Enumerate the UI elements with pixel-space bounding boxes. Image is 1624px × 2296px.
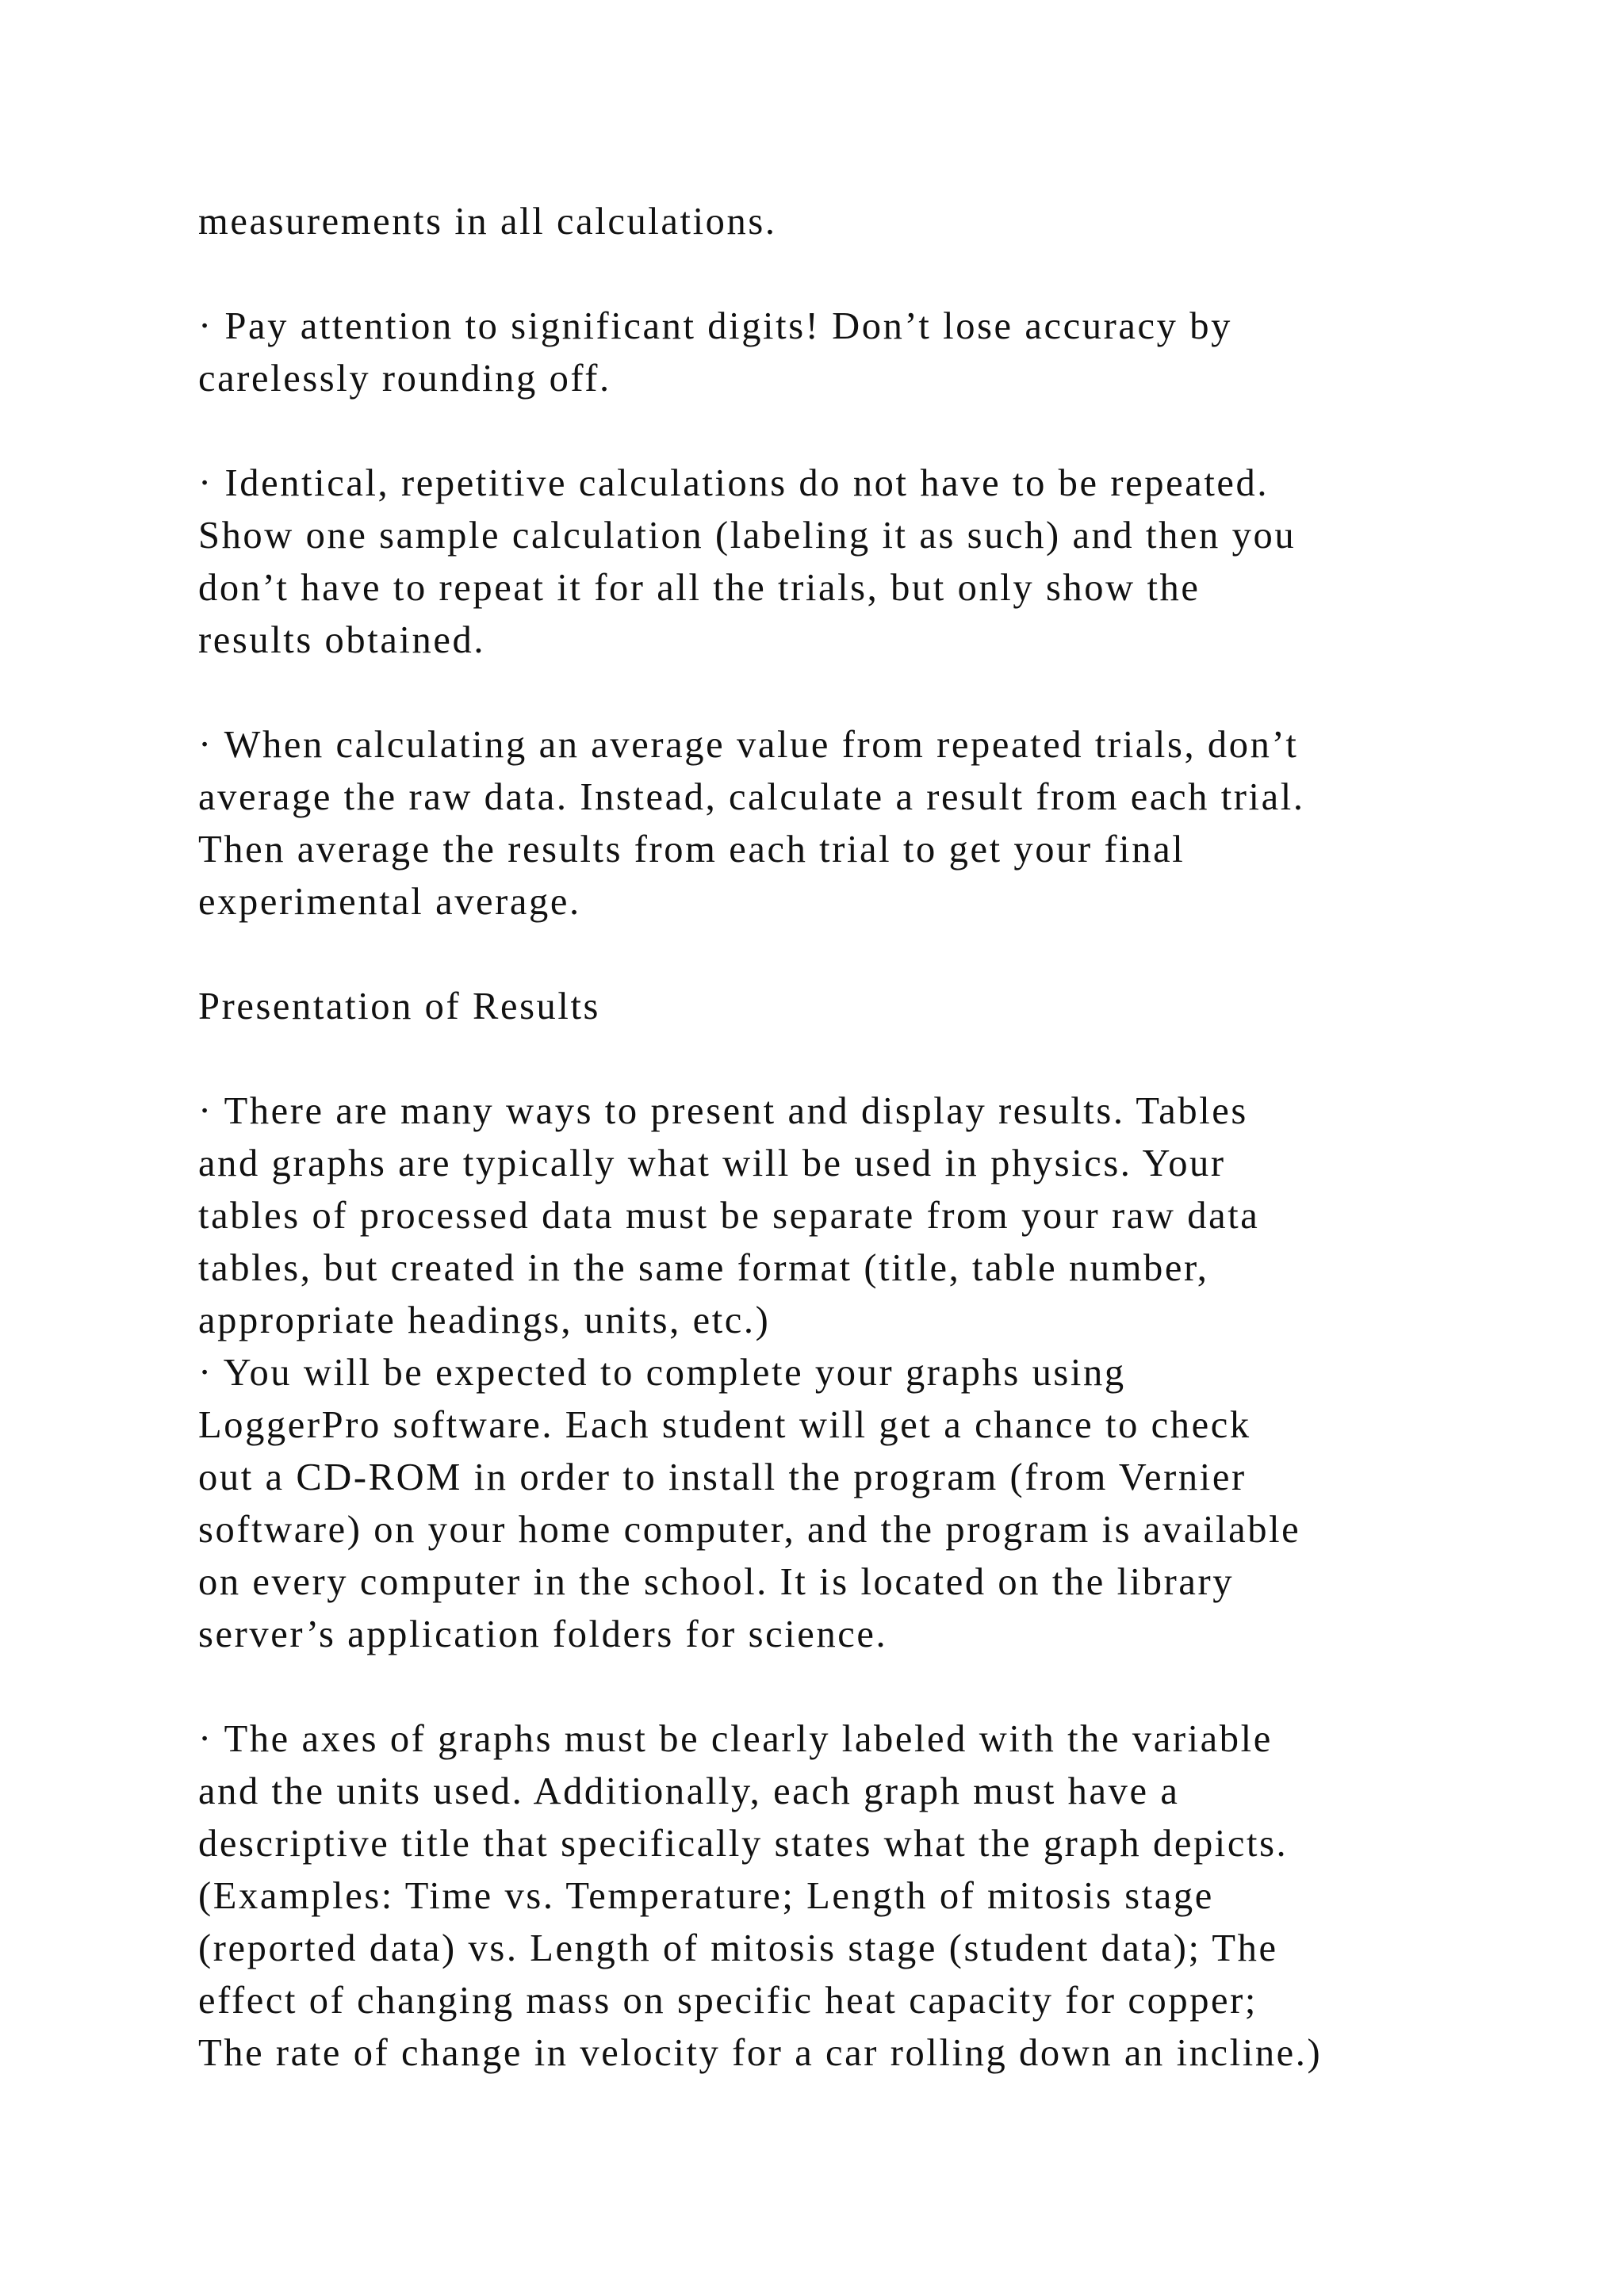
text-line: tables of processed data must be separate from your raw data	[198, 1195, 1260, 1237]
text-line: The rate of change in velocity for a car rolling down an incline.)	[198, 2032, 1323, 2074]
document-body	[198, 196, 1546, 2080]
text-line: (Examples: Time vs. Temperature; Length of mitosis stage	[198, 1875, 1214, 1917]
text-line: measurements in all calculations.	[198, 201, 777, 243]
text-line: don’t have to repeat it for all the trials, but only show the	[198, 567, 1201, 609]
text-line: and the units used. Additionally, each graph must have a	[198, 1770, 1180, 1812]
text-line: software) on your home computer, and the program is available	[198, 1509, 1301, 1551]
section-heading: Presentation of Results	[198, 985, 601, 1027]
paragraph-gap	[198, 667, 1546, 719]
text-line: results obtained.	[198, 619, 486, 661]
text-line: server’s application folders for science.	[198, 1613, 888, 1655]
text-line: and graphs are typically what will be used in physics. Your	[198, 1142, 1226, 1184]
text-line: out a CD-ROM in order to install the program (from Vernier	[198, 1456, 1247, 1498]
text-line: tables, but created in the same format (title, table number,	[198, 1247, 1209, 1289]
text-line: descriptive title that specifically states what the graph depicts.	[198, 1823, 1289, 1865]
text-line: average the raw data. Instead, calculate a result from each trial.	[198, 776, 1305, 818]
text-line: Show one sample calculation (labeling it as such) and then you	[198, 515, 1297, 557]
paragraph-gap	[198, 248, 1546, 300]
text-line: appropriate headings, units, etc.)	[198, 1299, 771, 1341]
text-line: · When calculating an average value from repeated trials, don’t	[198, 724, 1299, 766]
text-line: (reported data) vs. Length of mitosis stage (student data); The	[198, 1927, 1278, 1969]
text-line: · The axes of graphs must be clearly labeled with the variable	[198, 1718, 1273, 1760]
paragraph-gap	[198, 1033, 1546, 1085]
text-line: Then average the results from each trial to get your final	[198, 828, 1185, 871]
paragraph-gap	[198, 928, 1546, 981]
paragraph-gap	[198, 1661, 1546, 1713]
text-line: on every computer in the school. It is located on the library	[198, 1561, 1235, 1603]
text-line: · You will be expected to complete your graphs using	[198, 1352, 1126, 1394]
text-line: · There are many ways to present and display results. Tables	[198, 1090, 1248, 1132]
text-line: · Identical, repetitive calculations do not have to be repeated.	[198, 462, 1270, 504]
text-line: carelessly rounding off.	[198, 358, 611, 400]
paragraph-gap	[198, 405, 1546, 457]
text-line: LoggerPro software. Each student will get a chance to check	[198, 1404, 1251, 1446]
text-line: effect of changing mass on specific heat capacity for copper;	[198, 1980, 1258, 2022]
text-line: experimental average.	[198, 881, 581, 923]
text-line: · Pay attention to significant digits! Don’t lose accuracy by	[198, 305, 1232, 347]
